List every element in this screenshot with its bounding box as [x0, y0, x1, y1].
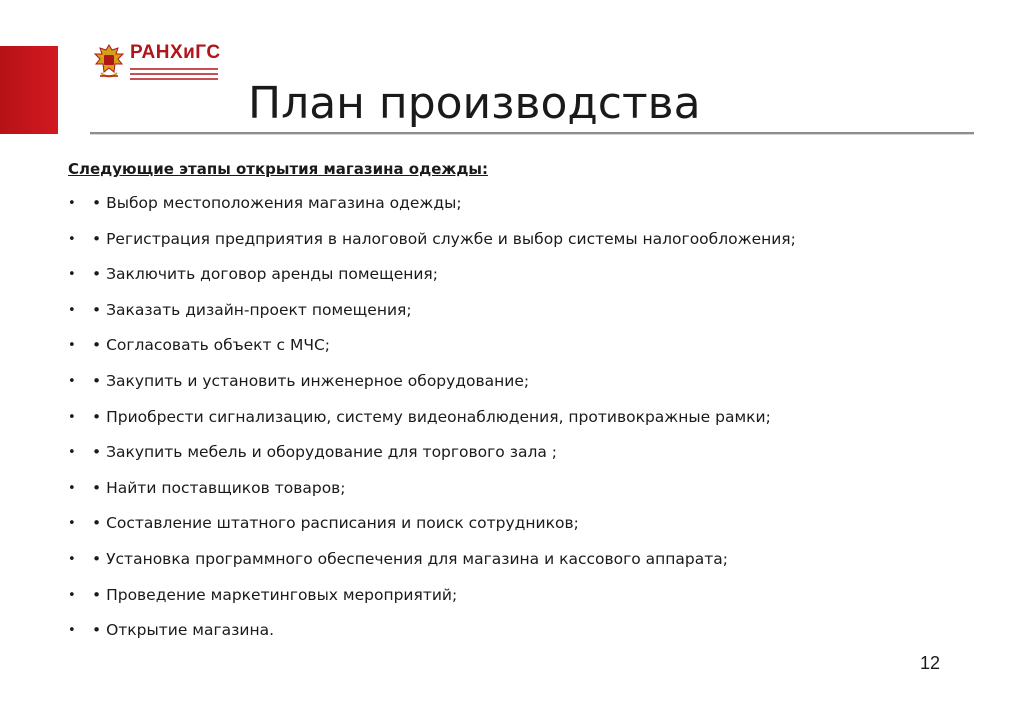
accent-bar: [0, 46, 58, 134]
list-item: [68, 477, 828, 500]
steps-list: [68, 192, 828, 655]
list-item-text: • Составление штатного расписания и поиск сотрудников;: [92, 514, 579, 533]
ranepa-logo: [92, 42, 222, 84]
list-item: [68, 406, 828, 429]
bullet-marker: •: [68, 623, 76, 639]
title-divider-shadow: [90, 134, 974, 135]
list-item-text: • Выбор местоположения магазина одежды;: [92, 194, 462, 212]
logo-tagline-line: [130, 78, 218, 80]
bullet-marker: •: [68, 587, 76, 603]
list-item: [68, 441, 828, 464]
list-item-text: • Регистрация предприятия в налоговой службе и выбор системы налогообложения;: [92, 229, 796, 248]
list-item-text: • Проведение маркетинговых мероприятий;: [92, 585, 458, 604]
page-title: План производства: [248, 78, 701, 129]
bullet-marker: •: [68, 196, 76, 211]
logo-wordmark: РАНХиГС: [130, 42, 221, 63]
bullet-marker: •: [68, 551, 76, 567]
bullet-marker: •: [68, 338, 76, 354]
list-item-text: • Закупить и установить инженерное оборудование;: [92, 371, 530, 390]
bullet-marker: •: [68, 302, 76, 318]
list-item: [68, 299, 828, 322]
list-item-text: • Закупить мебель и оборудование для торгового зала ;: [92, 443, 557, 462]
list-item-text: • Согласовать объект с МЧС;: [92, 336, 330, 355]
list-item-text: • Найти поставщиков товаров;: [92, 478, 346, 497]
bullet-marker: •: [68, 445, 76, 461]
bullet-marker: •: [68, 267, 76, 283]
list-item: [68, 619, 828, 642]
bullet-marker: •: [68, 516, 76, 532]
list-item: [68, 370, 828, 393]
bullet-marker: •: [68, 373, 76, 389]
list-item: [68, 548, 828, 571]
list-item: [68, 584, 828, 607]
list-item-text: • Заказать дизайн-проект помещения;: [92, 300, 412, 319]
bullet-marker: •: [68, 480, 76, 496]
bullet-marker: •: [68, 409, 76, 425]
list-item: [68, 512, 828, 535]
list-item-text: • Заключить договор аренды помещения;: [92, 265, 438, 284]
bullet-marker: •: [68, 231, 76, 247]
section-subheading: Следующие этапы открытия магазина одежды:: [68, 160, 488, 178]
page-number: 12: [920, 653, 941, 673]
list-item: [68, 334, 828, 357]
list-item: [68, 263, 828, 286]
logo-tagline-line: [130, 73, 218, 75]
logo-tagline-line: [130, 68, 218, 70]
list-item: [68, 228, 828, 251]
eagle-emblem-icon: [92, 42, 126, 82]
list-item-text: • Приобрести сигнализацию, систему видеонаблюдения, противокражные рамки;: [92, 407, 771, 426]
list-item-text: • Открытие магазина.: [92, 621, 275, 640]
list-item: [68, 192, 828, 215]
list-item-text: • Установка программного обеспечения для магазина и кассового аппарата;: [92, 549, 729, 568]
